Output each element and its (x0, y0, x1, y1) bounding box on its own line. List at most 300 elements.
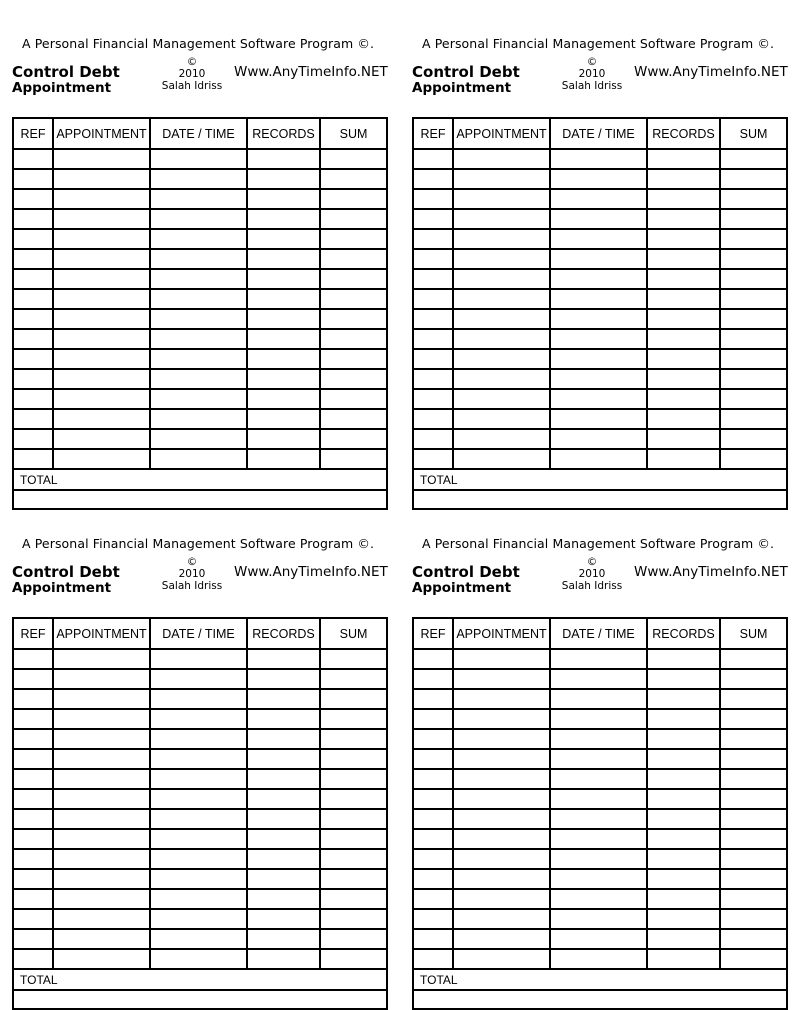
cell-date-time[interactable] (150, 209, 247, 229)
cell-ref[interactable] (14, 689, 53, 709)
cell-records[interactable] (647, 169, 720, 189)
cell-records[interactable] (647, 269, 720, 289)
cell-date-time[interactable] (550, 849, 647, 869)
cell-ref[interactable] (414, 669, 453, 689)
cell-ref[interactable] (414, 329, 453, 349)
cell-appointment[interactable] (53, 889, 150, 909)
cell-date-time[interactable] (150, 249, 247, 269)
cell-ref[interactable] (14, 749, 53, 769)
cell-sum[interactable] (720, 409, 786, 429)
cell-appointment[interactable] (453, 949, 550, 969)
cell-ref[interactable] (414, 789, 453, 809)
cell-appointment[interactable] (53, 169, 150, 189)
cell-ref[interactable] (14, 729, 53, 749)
website-link[interactable]: Www.AnyTimeInfo.NET (234, 564, 388, 580)
cell-date-time[interactable] (550, 709, 647, 729)
cell-records[interactable] (647, 649, 720, 669)
cell-ref[interactable] (14, 169, 53, 189)
cell-appointment[interactable] (53, 209, 150, 229)
cell-date-time[interactable] (150, 769, 247, 789)
cell-appointment[interactable] (53, 729, 150, 749)
cell-records[interactable] (247, 149, 320, 169)
cell-appointment[interactable] (453, 869, 550, 889)
cell-date-time[interactable] (550, 829, 647, 849)
cell-ref[interactable] (414, 249, 453, 269)
cell-date-time[interactable] (150, 649, 247, 669)
cell-date-time[interactable] (150, 329, 247, 349)
cell-sum[interactable] (720, 669, 786, 689)
cell-records[interactable] (647, 389, 720, 409)
cell-records[interactable] (647, 369, 720, 389)
cell-ref[interactable] (414, 749, 453, 769)
cell-date-time[interactable] (150, 289, 247, 309)
cell-records[interactable] (647, 229, 720, 249)
cell-date-time[interactable] (550, 369, 647, 389)
cell-appointment[interactable] (453, 929, 550, 949)
cell-sum[interactable] (720, 829, 786, 849)
cell-ref[interactable] (414, 289, 453, 309)
cell-sum[interactable] (320, 949, 386, 969)
cell-ref[interactable] (414, 149, 453, 169)
cell-appointment[interactable] (53, 669, 150, 689)
cell-date-time[interactable] (550, 909, 647, 929)
cell-sum[interactable] (720, 429, 786, 449)
cell-appointment[interactable] (53, 689, 150, 709)
cell-sum[interactable] (320, 189, 386, 209)
cell-records[interactable] (647, 749, 720, 769)
cell-records[interactable] (247, 309, 320, 329)
cell-sum[interactable] (720, 369, 786, 389)
cell-appointment[interactable] (53, 929, 150, 949)
cell-records[interactable] (247, 209, 320, 229)
cell-date-time[interactable] (550, 229, 647, 249)
cell-ref[interactable] (14, 209, 53, 229)
cell-date-time[interactable] (550, 789, 647, 809)
cell-sum[interactable] (320, 269, 386, 289)
cell-date-time[interactable] (550, 269, 647, 289)
cell-records[interactable] (647, 769, 720, 789)
cell-ref[interactable] (14, 289, 53, 309)
cell-ref[interactable] (14, 429, 53, 449)
cell-sum[interactable] (720, 789, 786, 809)
cell-ref[interactable] (14, 789, 53, 809)
cell-records[interactable] (647, 409, 720, 429)
cell-ref[interactable] (414, 349, 453, 369)
cell-records[interactable] (247, 229, 320, 249)
cell-appointment[interactable] (53, 909, 150, 929)
cell-records[interactable] (647, 709, 720, 729)
cell-records[interactable] (247, 269, 320, 289)
cell-sum[interactable] (320, 769, 386, 789)
cell-ref[interactable] (414, 889, 453, 909)
cell-appointment[interactable] (53, 849, 150, 869)
cell-appointment[interactable] (453, 649, 550, 669)
cell-records[interactable] (647, 349, 720, 369)
cell-records[interactable] (247, 689, 320, 709)
cell-records[interactable] (647, 849, 720, 869)
cell-date-time[interactable] (150, 909, 247, 929)
total-value-cell[interactable] (14, 490, 386, 509)
cell-appointment[interactable] (53, 429, 150, 449)
cell-records[interactable] (247, 369, 320, 389)
cell-records[interactable] (647, 909, 720, 929)
cell-records[interactable] (647, 149, 720, 169)
cell-records[interactable] (647, 329, 720, 349)
cell-date-time[interactable] (150, 309, 247, 329)
cell-ref[interactable] (14, 269, 53, 289)
cell-records[interactable] (247, 669, 320, 689)
cell-ref[interactable] (414, 229, 453, 249)
cell-date-time[interactable] (150, 189, 247, 209)
cell-ref[interactable] (14, 309, 53, 329)
cell-sum[interactable] (720, 329, 786, 349)
cell-records[interactable] (647, 249, 720, 269)
cell-ref[interactable] (14, 189, 53, 209)
cell-date-time[interactable] (150, 949, 247, 969)
cell-ref[interactable] (414, 809, 453, 829)
website-link[interactable]: Www.AnyTimeInfo.NET (234, 64, 388, 80)
cell-sum[interactable] (720, 289, 786, 309)
cell-appointment[interactable] (453, 449, 550, 469)
cell-date-time[interactable] (150, 149, 247, 169)
cell-ref[interactable] (14, 929, 53, 949)
cell-date-time[interactable] (550, 309, 647, 329)
cell-date-time[interactable] (150, 869, 247, 889)
cell-ref[interactable] (14, 149, 53, 169)
cell-ref[interactable] (414, 409, 453, 429)
cell-appointment[interactable] (453, 249, 550, 269)
cell-date-time[interactable] (150, 689, 247, 709)
cell-date-time[interactable] (550, 389, 647, 409)
cell-sum[interactable] (720, 729, 786, 749)
cell-records[interactable] (247, 189, 320, 209)
cell-sum[interactable] (320, 349, 386, 369)
cell-records[interactable] (647, 889, 720, 909)
cell-date-time[interactable] (150, 449, 247, 469)
cell-sum[interactable] (720, 909, 786, 929)
cell-date-time[interactable] (150, 669, 247, 689)
cell-ref[interactable] (14, 229, 53, 249)
cell-appointment[interactable] (53, 289, 150, 309)
cell-sum[interactable] (320, 329, 386, 349)
cell-date-time[interactable] (150, 789, 247, 809)
cell-sum[interactable] (720, 769, 786, 789)
cell-date-time[interactable] (550, 209, 647, 229)
cell-ref[interactable] (414, 909, 453, 929)
cell-date-time[interactable] (550, 869, 647, 889)
cell-appointment[interactable] (53, 409, 150, 429)
cell-records[interactable] (247, 349, 320, 369)
cell-ref[interactable] (414, 369, 453, 389)
cell-date-time[interactable] (550, 649, 647, 669)
cell-ref[interactable] (14, 849, 53, 869)
cell-sum[interactable] (320, 429, 386, 449)
cell-ref[interactable] (14, 809, 53, 829)
cell-date-time[interactable] (150, 729, 247, 749)
cell-ref[interactable] (414, 269, 453, 289)
cell-ref[interactable] (414, 169, 453, 189)
cell-sum[interactable] (720, 209, 786, 229)
cell-appointment[interactable] (453, 749, 550, 769)
cell-sum[interactable] (320, 149, 386, 169)
cell-ref[interactable] (14, 329, 53, 349)
cell-ref[interactable] (414, 189, 453, 209)
cell-ref[interactable] (14, 349, 53, 369)
cell-appointment[interactable] (53, 369, 150, 389)
cell-appointment[interactable] (453, 789, 550, 809)
cell-appointment[interactable] (53, 769, 150, 789)
cell-appointment[interactable] (53, 329, 150, 349)
cell-sum[interactable] (720, 149, 786, 169)
cell-records[interactable] (647, 789, 720, 809)
cell-date-time[interactable] (150, 269, 247, 289)
cell-ref[interactable] (414, 949, 453, 969)
cell-date-time[interactable] (150, 349, 247, 369)
cell-sum[interactable] (320, 289, 386, 309)
cell-records[interactable] (247, 749, 320, 769)
cell-records[interactable] (647, 289, 720, 309)
cell-appointment[interactable] (53, 309, 150, 329)
cell-sum[interactable] (320, 389, 386, 409)
cell-ref[interactable] (414, 849, 453, 869)
cell-date-time[interactable] (150, 809, 247, 829)
cell-appointment[interactable] (53, 649, 150, 669)
cell-appointment[interactable] (453, 669, 550, 689)
cell-ref[interactable] (414, 449, 453, 469)
cell-date-time[interactable] (550, 349, 647, 369)
cell-appointment[interactable] (453, 389, 550, 409)
cell-ref[interactable] (414, 389, 453, 409)
cell-records[interactable] (647, 869, 720, 889)
cell-sum[interactable] (720, 389, 786, 409)
cell-appointment[interactable] (53, 449, 150, 469)
website-link[interactable]: Www.AnyTimeInfo.NET (634, 564, 788, 580)
cell-date-time[interactable] (150, 389, 247, 409)
cell-records[interactable] (647, 689, 720, 709)
cell-ref[interactable] (414, 309, 453, 329)
cell-date-time[interactable] (550, 169, 647, 189)
cell-sum[interactable] (320, 409, 386, 429)
cell-records[interactable] (647, 309, 720, 329)
cell-date-time[interactable] (550, 889, 647, 909)
cell-date-time[interactable] (550, 949, 647, 969)
cell-records[interactable] (247, 289, 320, 309)
cell-date-time[interactable] (150, 849, 247, 869)
cell-records[interactable] (247, 329, 320, 349)
cell-appointment[interactable] (53, 269, 150, 289)
cell-sum[interactable] (320, 809, 386, 829)
cell-appointment[interactable] (453, 889, 550, 909)
cell-ref[interactable] (414, 869, 453, 889)
cell-date-time[interactable] (550, 429, 647, 449)
cell-ref[interactable] (414, 649, 453, 669)
cell-ref[interactable] (14, 669, 53, 689)
cell-ref[interactable] (14, 909, 53, 929)
cell-records[interactable] (247, 909, 320, 929)
cell-ref[interactable] (14, 949, 53, 969)
cell-date-time[interactable] (550, 289, 647, 309)
cell-appointment[interactable] (453, 189, 550, 209)
cell-records[interactable] (247, 389, 320, 409)
cell-sum[interactable] (320, 309, 386, 329)
cell-sum[interactable] (720, 949, 786, 969)
cell-sum[interactable] (720, 229, 786, 249)
total-value-cell[interactable] (414, 490, 786, 509)
cell-appointment[interactable] (453, 909, 550, 929)
cell-sum[interactable] (320, 789, 386, 809)
cell-sum[interactable] (320, 669, 386, 689)
cell-date-time[interactable] (550, 189, 647, 209)
cell-ref[interactable] (414, 429, 453, 449)
cell-date-time[interactable] (550, 409, 647, 429)
cell-records[interactable] (247, 829, 320, 849)
cell-sum[interactable] (320, 749, 386, 769)
cell-ref[interactable] (14, 449, 53, 469)
cell-records[interactable] (247, 729, 320, 749)
cell-records[interactable] (647, 729, 720, 749)
cell-appointment[interactable] (453, 229, 550, 249)
cell-date-time[interactable] (550, 329, 647, 349)
cell-records[interactable] (647, 929, 720, 949)
cell-ref[interactable] (414, 209, 453, 229)
cell-appointment[interactable] (53, 349, 150, 369)
cell-appointment[interactable] (453, 809, 550, 829)
cell-date-time[interactable] (150, 369, 247, 389)
cell-sum[interactable] (320, 929, 386, 949)
cell-appointment[interactable] (453, 769, 550, 789)
cell-appointment[interactable] (53, 809, 150, 829)
cell-sum[interactable] (320, 729, 386, 749)
cell-ref[interactable] (14, 649, 53, 669)
cell-date-time[interactable] (150, 429, 247, 449)
cell-sum[interactable] (720, 269, 786, 289)
cell-appointment[interactable] (453, 849, 550, 869)
cell-sum[interactable] (320, 709, 386, 729)
cell-date-time[interactable] (550, 729, 647, 749)
cell-sum[interactable] (320, 689, 386, 709)
cell-records[interactable] (247, 409, 320, 429)
cell-records[interactable] (647, 209, 720, 229)
cell-records[interactable] (247, 249, 320, 269)
cell-sum[interactable] (320, 369, 386, 389)
cell-records[interactable] (647, 809, 720, 829)
cell-records[interactable] (247, 889, 320, 909)
cell-records[interactable] (647, 189, 720, 209)
cell-appointment[interactable] (453, 429, 550, 449)
cell-ref[interactable] (14, 409, 53, 429)
cell-sum[interactable] (320, 869, 386, 889)
cell-appointment[interactable] (453, 829, 550, 849)
cell-date-time[interactable] (150, 889, 247, 909)
cell-ref[interactable] (414, 729, 453, 749)
cell-date-time[interactable] (550, 669, 647, 689)
cell-date-time[interactable] (550, 749, 647, 769)
cell-appointment[interactable] (53, 189, 150, 209)
cell-appointment[interactable] (53, 389, 150, 409)
cell-sum[interactable] (720, 349, 786, 369)
cell-records[interactable] (247, 709, 320, 729)
cell-appointment[interactable] (453, 269, 550, 289)
cell-appointment[interactable] (453, 409, 550, 429)
cell-sum[interactable] (320, 849, 386, 869)
cell-sum[interactable] (720, 249, 786, 269)
cell-sum[interactable] (720, 169, 786, 189)
cell-appointment[interactable] (453, 709, 550, 729)
cell-sum[interactable] (720, 869, 786, 889)
cell-sum[interactable] (720, 749, 786, 769)
cell-sum[interactable] (720, 189, 786, 209)
cell-sum[interactable] (320, 209, 386, 229)
cell-appointment[interactable] (453, 689, 550, 709)
cell-appointment[interactable] (453, 289, 550, 309)
cell-records[interactable] (247, 789, 320, 809)
cell-date-time[interactable] (550, 809, 647, 829)
cell-appointment[interactable] (453, 329, 550, 349)
cell-sum[interactable] (320, 229, 386, 249)
cell-sum[interactable] (720, 449, 786, 469)
cell-ref[interactable] (414, 769, 453, 789)
cell-sum[interactable] (720, 309, 786, 329)
cell-ref[interactable] (414, 709, 453, 729)
cell-appointment[interactable] (53, 709, 150, 729)
cell-date-time[interactable] (150, 829, 247, 849)
cell-records[interactable] (247, 429, 320, 449)
cell-appointment[interactable] (453, 369, 550, 389)
cell-appointment[interactable] (53, 789, 150, 809)
cell-sum[interactable] (720, 689, 786, 709)
website-link[interactable]: Www.AnyTimeInfo.NET (634, 64, 788, 80)
cell-appointment[interactable] (53, 249, 150, 269)
cell-ref[interactable] (414, 929, 453, 949)
cell-appointment[interactable] (53, 749, 150, 769)
cell-records[interactable] (647, 949, 720, 969)
cell-records[interactable] (647, 669, 720, 689)
cell-ref[interactable] (14, 249, 53, 269)
cell-appointment[interactable] (53, 949, 150, 969)
cell-records[interactable] (247, 809, 320, 829)
cell-appointment[interactable] (53, 829, 150, 849)
cell-ref[interactable] (14, 829, 53, 849)
cell-sum[interactable] (320, 249, 386, 269)
cell-date-time[interactable] (150, 709, 247, 729)
cell-records[interactable] (247, 949, 320, 969)
cell-sum[interactable] (720, 929, 786, 949)
cell-sum[interactable] (720, 709, 786, 729)
cell-appointment[interactable] (53, 229, 150, 249)
cell-sum[interactable] (720, 849, 786, 869)
cell-sum[interactable] (320, 649, 386, 669)
cell-date-time[interactable] (550, 149, 647, 169)
cell-records[interactable] (247, 649, 320, 669)
cell-sum[interactable] (320, 889, 386, 909)
cell-date-time[interactable] (150, 169, 247, 189)
cell-date-time[interactable] (550, 929, 647, 949)
cell-sum[interactable] (320, 909, 386, 929)
cell-records[interactable] (247, 869, 320, 889)
cell-sum[interactable] (320, 829, 386, 849)
cell-sum[interactable] (720, 809, 786, 829)
cell-sum[interactable] (320, 449, 386, 469)
cell-date-time[interactable] (150, 409, 247, 429)
cell-records[interactable] (647, 449, 720, 469)
cell-appointment[interactable] (453, 149, 550, 169)
cell-appointment[interactable] (53, 869, 150, 889)
cell-ref[interactable] (14, 369, 53, 389)
cell-appointment[interactable] (453, 169, 550, 189)
cell-records[interactable] (247, 769, 320, 789)
cell-appointment[interactable] (453, 349, 550, 369)
cell-records[interactable] (247, 449, 320, 469)
